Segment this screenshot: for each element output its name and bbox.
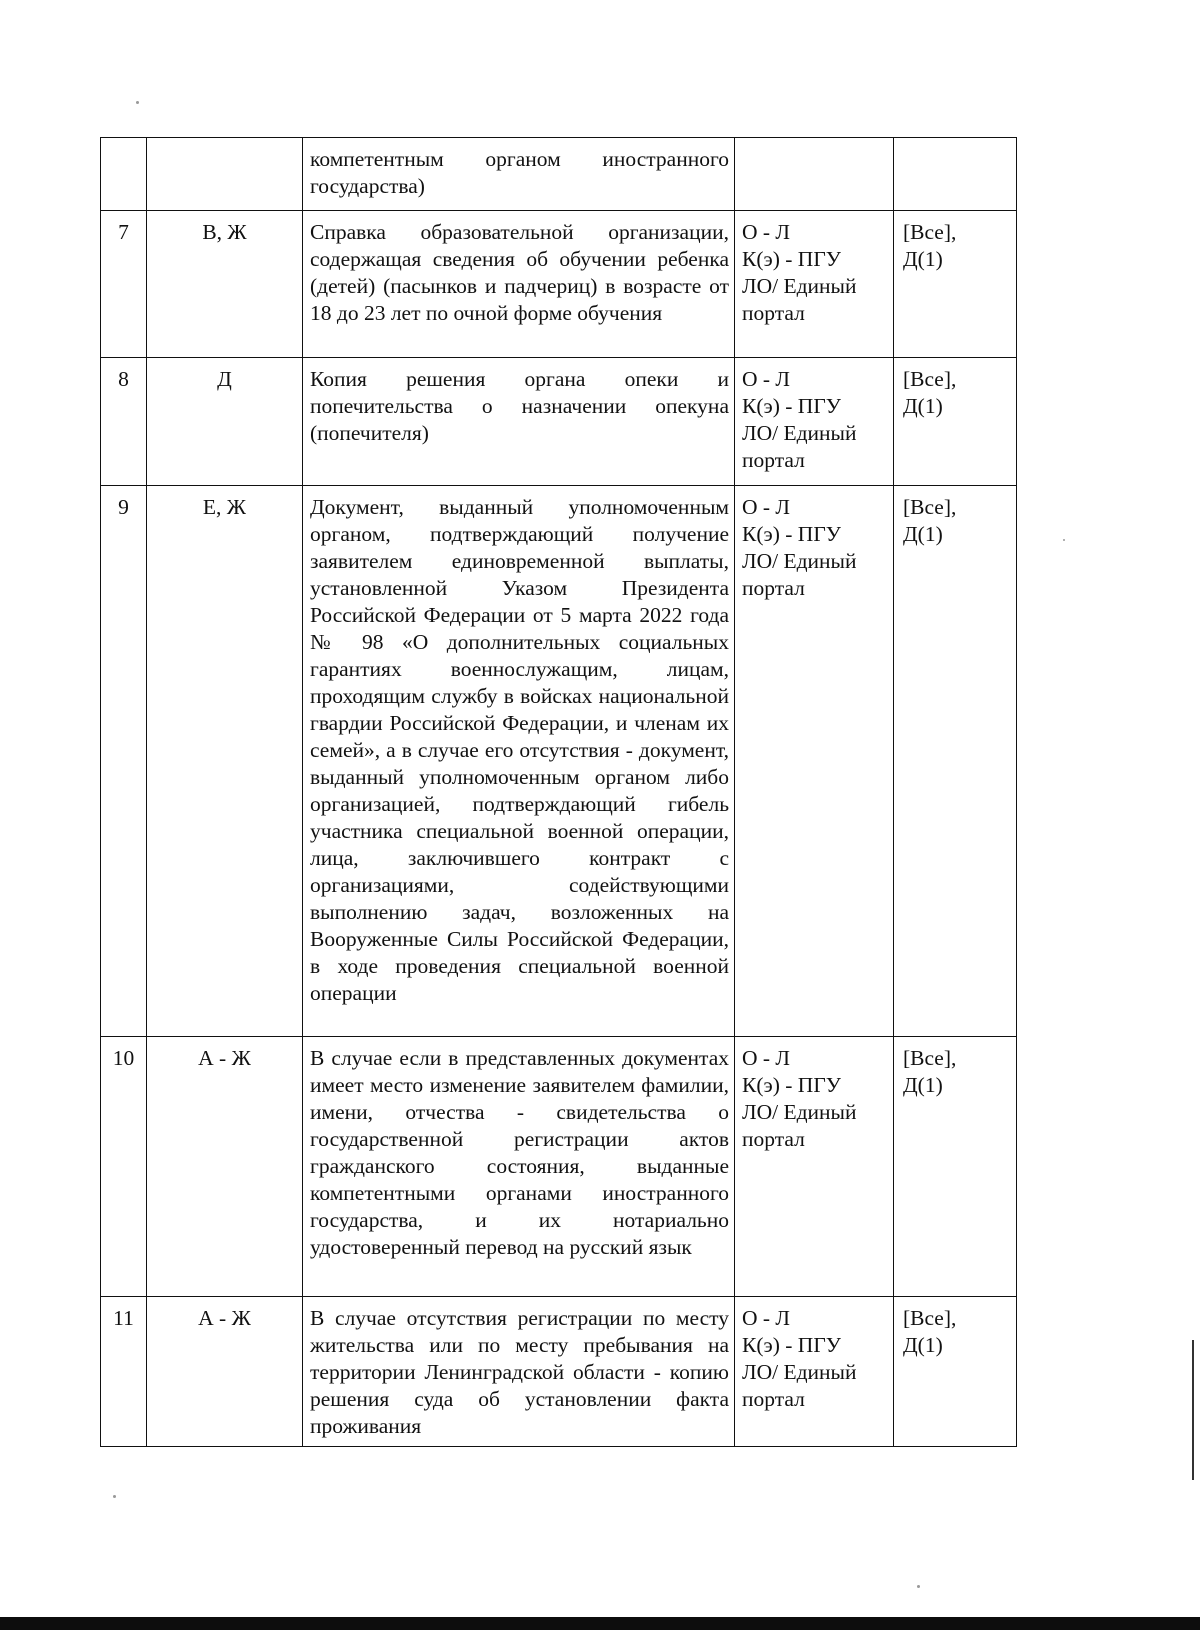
who-line: Д(1) [903,247,943,271]
submission-method [735,1297,894,1447]
who-line: [Все], [903,1046,957,1070]
method-line: ЛО/ Единый [742,549,857,573]
method-line: К(э) - ПГУ [742,394,841,418]
row-number: 11 [101,1297,147,1447]
row-number: 7 [101,211,147,358]
method-line: О - Л [742,1046,791,1070]
document-description: В случае если в представленных документах имеет место изменение заявителем фамилии, имени, отчества - свидетельства о государственной регистрации актов гражданского состояния, выданные компетентными органами иностранного государства, и их нотариально удостоверенный перевод на русский язык [303,1037,735,1297]
document-description: Документ, выданный уполномоченным органом, подтверждающий получение заявителем единовременной выплаты, установленной Указом Президента Российской Федерации от 5 марта 2022 года № 98 «О дополнительных социальных гарантиях военнослужащим, лицам, проходящим службу в войсках национальной гвардии Российской Федерации, и членам их семей», а в случае его отсутствия - документ, выданный уполномоченным органом либо организацией, подтверждающий гибель участника специальной военной операции, лица, заключившего контракт с организациями, содействующими выполнению задач, возложенных на Вооруженные Силы Российской Федерации, в ходе проведения специальной военной операции [303,486,735,1037]
method-line: портал [742,301,805,325]
row-number: 8 [101,358,147,486]
submitter-code [894,1037,1017,1297]
scan-speck [113,1495,116,1498]
row-number [101,138,147,211]
who-line: [Все], [903,1306,957,1330]
applicant-category: Д [147,358,303,486]
applicant-category [147,138,303,211]
table-row [101,138,1017,211]
submission-method [735,358,894,486]
scan-speck [136,101,139,104]
table-row [101,211,1017,358]
who-line: Д(1) [903,1333,943,1357]
who-line: Д(1) [903,394,943,418]
scan-edge-line [1192,1340,1194,1480]
scan-speck [917,1585,920,1588]
applicant-category: Е, Ж [147,486,303,1037]
method-line: К(э) - ПГУ [742,1333,841,1357]
row-number: 9 [101,486,147,1037]
method-line: К(э) - ПГУ [742,1073,841,1097]
method-line: ЛО/ Единый [742,421,857,445]
applicant-category: В, Ж [147,211,303,358]
table-row [101,358,1017,486]
method-line: ЛО/ Единый [742,1360,857,1384]
table-row [101,1037,1017,1297]
submitter-code [894,211,1017,358]
method-line: портал [742,1127,805,1151]
table-row [101,1297,1017,1447]
documents-table [100,137,1017,1447]
submitter-code [894,138,1017,211]
who-line: [Все], [903,367,957,391]
table-row [101,486,1017,1037]
scan-speck [1063,539,1065,541]
method-line: К(э) - ПГУ [742,247,841,271]
method-line: портал [742,576,805,600]
applicant-category: А - Ж [147,1037,303,1297]
who-line: Д(1) [903,1073,943,1097]
row-number: 10 [101,1037,147,1297]
method-line: О - Л [742,495,791,519]
submission-method [735,138,894,211]
submission-method [735,486,894,1037]
document-description: В случае отсутствия регистрации по месту жительства или по месту пребывания на территории Ленинградской области - копию решения суда об установлении факта проживания [303,1297,735,1447]
method-line: К(э) - ПГУ [742,522,841,546]
method-line: О - Л [742,220,791,244]
scan-bottom-edge [0,1617,1200,1630]
submitter-code [894,358,1017,486]
method-line: портал [742,448,805,472]
who-line: Д(1) [903,522,943,546]
document-description: компетентным органом иностранного государства) [303,138,735,211]
applicant-category: А - Ж [147,1297,303,1447]
submission-method [735,1037,894,1297]
who-line: [Все], [903,495,957,519]
who-line: [Все], [903,220,957,244]
method-line: О - Л [742,1306,791,1330]
method-line: портал [742,1387,805,1411]
submitter-code [894,486,1017,1037]
document-description: Справка образовательной организации, содержащая сведения об обучении ребенка (детей) (пасынков и падчериц) в возрасте от 18 до 23 лет по очной форме обучения [303,211,735,358]
method-line: О - Л [742,367,791,391]
submitter-code [894,1297,1017,1447]
method-line: ЛО/ Единый [742,1100,857,1124]
submission-method [735,211,894,358]
document-description: Копия решения органа опеки и попечительства о назначении опекуна (попечителя) [303,358,735,486]
method-line: ЛО/ Единый [742,274,857,298]
